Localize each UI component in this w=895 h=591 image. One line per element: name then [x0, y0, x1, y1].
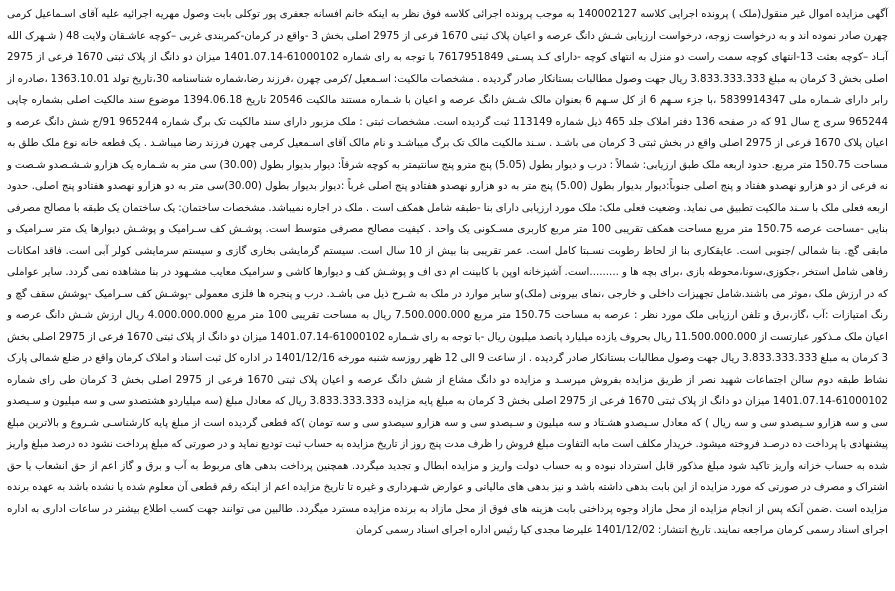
auction-notice-text: آگهی مزایده اموال غیر منقول(ملک ) پرونده اجرایی کلاسه 140002127 به موجب پرونده اجرائی کلاسه فوق نظر به اینکه خانم افسانه جعفری پور توکلی بابت وصول مهریه اجرائیه علیه آقای اسـماعیل کرمی چهرن صادر نموده اند و به درخواست زوجه، درخواست ارزیابی شـش دانگ عرصه و اعیان پلاک ثبتی 1670 فرعی از 2975 اصلی بخش 3 -واقع در کرمان-کمربندی غربی –کوچه عاشـقان ولایت 48 ( شـهرک الله آبـاد –کوچه بعثت 13-انتهای کوچه سمت راست دو منزل به انتهای کوچه -دارای کـد پسـتی 7617951849 با توجه به رای شماره 61000102-1401.07.14 میزان دو دانگ از پلاک ثبتی 1670 فرعی از 2975 اصلی بخش 3 کرمان به مبلغ 3.833.333.333 ریال جهت وصول مطالبات بستانکار صادر گردیده . مشخصات مالکیت: اسـمعیل /کرمی چهرن ،فرزند رضا،شماره شناسنامه 30،تاریخ تولد 1363.10.01 ،صادره از رابر دارای شـماره ملی 5839914347 ،با جزء سـهم 6 از کل سـهم 6 بعنوان مالک شـش دانگ عرصه و اعیان با شـماره مستند مالکیت 20546 تاریخ 1394.06.18 موضوع سند مالکیت اصلی بشماره چاپی 965244 سری ج سال 91 که در صفحه 136 دفتر املاک جلد 465 ذیل شماره 113149 ثبت گردیده است. مشخصات ثبتی : ملک مزبور دارای سند مالکیت تک برگ شماره 965244 91/ج شش دانگ عرصه و اعیان پلاک 1670 فرعی از 2975 اصلی واقع در بخش ثبتی 3 کرمان می باشـد . سـند مالکیت مالک تک برگ میباشـد و نام مالک آقای اسـمعیل کرمی چهرن فرزند رضا میباشـد . یک قطعه خانه نوع ملک طلق به مساحت 150.75 متر مربع. حدود اربعه ملک طبق ارزیابی: شمالاً : درب و دیوار بطول (5.05) پنج مترو پنج سانتیمتر به کوچه شرقاً: دیوار بدیوار بطول (30.00) سی متر به شـماره یک هزارو شـشـصدو شـصت و نه فرعی از دو هزارو نهصدو هفتاد و پنج اصلی جنوباً:دیوار بدیوار بطول (5.00) پنج متر به دو هزارو نهصدو هفتادو پنج اصلی غرباً :دیوار بدیوار بطول (30.00)سی متر به دو هزارو نهصدو هفتادو پنج اصلی. حدود اربعه فعلی ملک با سـند مالکیت تطبیق می نماید. وضعیت فعلی ملک: ملک مورد ارزیابی دارای بنا -طبقه شامل همکف است . ملک در اجاره نمیباشد. مشخصات ساختمان: یک ساختمان یک طبقه با مصالح مصرفی بنایی -مساحت عرصه 150.75 متر مربع مساحت همکف تقریبی 100 متر مربع کاربری مسـکونی یک واحد . کیفیت مصالح مصرفی متوسط است. پوشـش کف سـرامیک و پوشـش دیوارها یک متر سـرامیک و مابقی گچ. بنا شمالی /جنوبی است. عایقکاری بنا از لحاظ رطوبت نسـبتا کامل است. عمر تقریبی بنا بیش از 10 سال است. سیستم گرمایشی بخاری گازی و سیستم سرمایشی کولر آبی است. فاقد امکانات رفاهی شامل استخر ،جکوزی،سونا،محوطه بازی ،برای بچه ها و .........است. آشپزخانه اوپن با کابینت ام دی اف و پوشـش کف و دیوارها کاشی و سرامیک معایب مشـهود در بنا مشاهده نمی گردد. سایر عواملی که در ارزش ملک ،موثر می باشند.شامل تجهیزات داخلی و خارجی ،نمای بیرونی (ملک)و سایر موارد در ملک به شـرح ذیل می باشـد. درب و پنجره ها فلزی معمولی -پوشـش کف سـرامیک -پوشش سقف گچ و رنگ امتیازات :آب ،گاز،برق و تلفن ارزیابی ملک مورد نظر : عرصه به مساحت 150.75 متر مربع 7.500.000.000 ریال به مساحت تقریبی 100 متر مربع 4.000.000.000 ریال ارزش شـش دانگ عرصه و اعیان ملک مـذکور عبارتست از 11.500.000.000 ریال بحروف یازده میلیارد پانصد میلیون ریال -با توجه به رای شـماره 61000102-1401.07.14 میزان دو دانگ از پلاک ثبتی 1670 فرعی از 2975 اصلی بخش 3 کرمان به مبلغ 3.833.333.333 ریال جهت وصول مطالبات بستانکار صادر گردیده . از ساعت 9 الی 12 ظهر روزسه شنبه مورخه 1401/12/16 در اداره کل ثبت اسناد و املاک کرمان واقع در ضلع شمالی پارک نشاط طبقه دوم سالن اجتماعات شهید نصر از طریق مزایده بفروش میرسـد و مزایده دو دانگ مشاع از شش دانگ عرصه و اعیان پلاک ثبتی 1670 فرعی از 2975 اصلی بخش 3 کرمان طی رای شماره 61000102-1401.07.14 میزان دو دانگ از پلاک ثبتی 1670 فرعی از 2975 اصلی بخش 3 کرمان به مبلغ پایه مزایده 3.833.333.333 ریال که معادل مبلغ (سه میلیاردو هشتصدو سی و سه میلیون و سـیصدو سی و سه هزارو سـیصدو سی و سه ریال ) که معادل سـیصدو هشـتاد و سه میلیون و سـیصدو سی و سه هزارو سیصدو سی و سه تومان )که قطعی گردیده است از مبلغ پایه کارشناسـی شـروع و بالاترین مبلغ پیشنهادی با پرداخت ده درصـد فروخته میشود. خریدار مکلف است مابه التفاوت مبلغ فروش را ظرف مدت پنج روز از تاریخ مزایده به حساب ثبت تودیع نماید و در صورتی که مبلغ پرداخت نشود ده درصد مبلغ واریز شده به حساب خزانه واریز تاکید شود مبلغ مذکور قابل استرداد نبوده و به حساب دولت واریز و مزایده ابطال و تجدید میگردد. همچنین پرداخت بدهی های مربوط به آب و برق و گاز اعم از حق انشعاب یا حق اشتراک و مصرف در صورتی که مورد مزایده از این بابت بدهی داشته باشد و نیز بدهی های مالیاتی و عوارض شـهرداری و غیره تا تاریخ مزایده اعم از اینکه رقم قطعی آن معلوم شده یا نشده باشد به عهده برنده مزایده است .ضمن آنکه پس از انجام مزایده از محل مازاد وجوه پرداختی بابت هزینه های فوق از محل مازاد به برنده مزایده مسترد میگردد. طالبین می توانند جهت کسب اطلاع بیشتر در ساعات اداری به اداره اجرای اسناد رسمی کرمان مراجعه نمایند. تاریخ انتشار: 1401/12/02 علیرضا مجدی کیا رئیس اداره اجرای اسناد رسمی کرمان — [7, 8, 889, 536]
